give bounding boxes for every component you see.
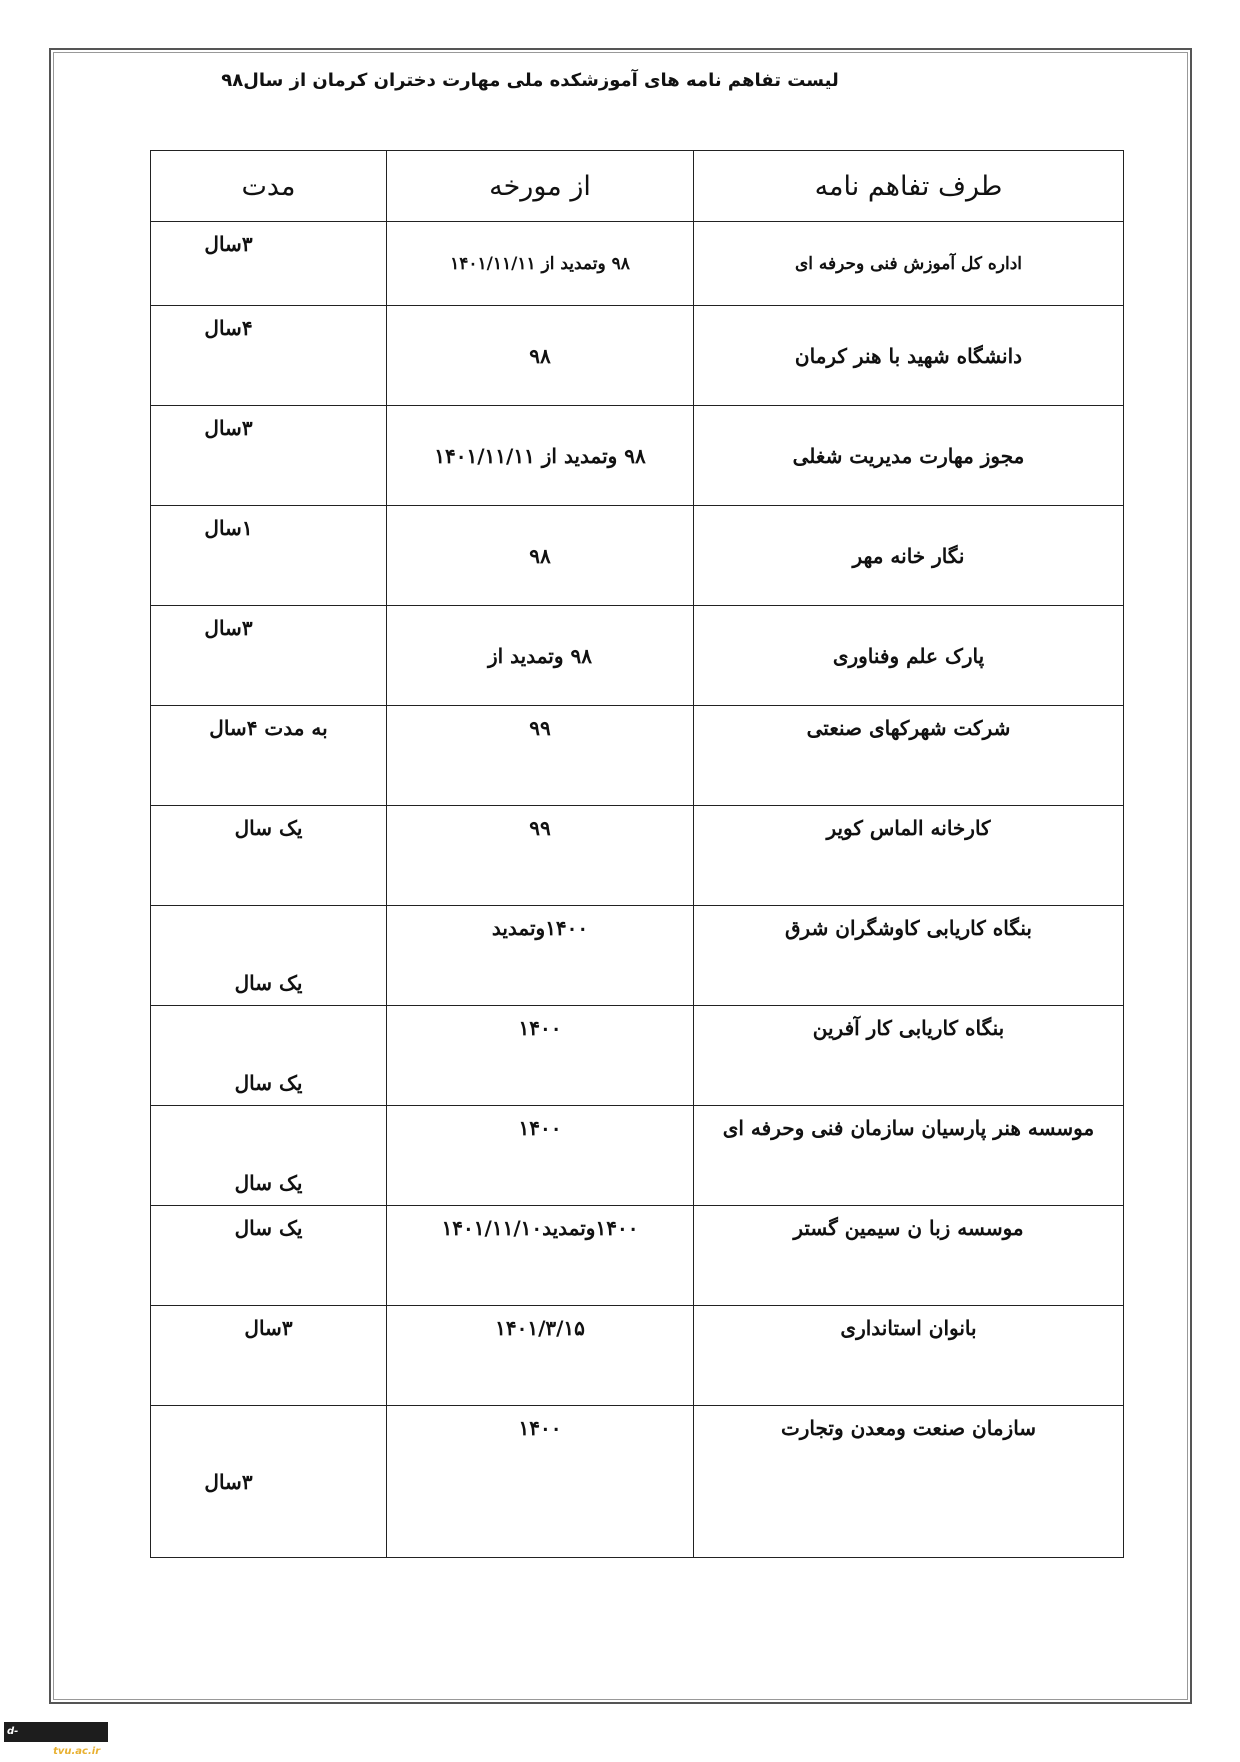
duration-cell: یک سال [151, 806, 387, 906]
date-cell: ۹۹ [387, 806, 694, 906]
table-row [151, 1406, 1124, 1558]
duration-cell: به مدت ۴سال [151, 706, 387, 806]
party-cell: سازمان صنعت ومعدن وتجارت [694, 1406, 1124, 1558]
party-cell: بانوان استانداری [694, 1306, 1124, 1406]
date-cell: ۹۹ [387, 706, 694, 806]
date-cell: ۱۴۰۰وتمدید۱۴۰۱/۱۱/۱۰ [387, 1206, 694, 1306]
date-cell: ۹۸ وتمدید از [387, 606, 694, 706]
duration-cell: ۳سال [151, 406, 387, 506]
table-row [151, 406, 1124, 506]
duration-cell: یک سال [151, 1206, 387, 1306]
party-cell: نگار خانه مهر [694, 506, 1124, 606]
party-cell: بنگاه کاریابی کار آفرین [694, 1006, 1124, 1106]
document-title: لیست تفاهم نامه های آموزشکده ملی مهارت دختران کرمان از سال۹۸ [221, 70, 839, 91]
header-party: طرف تفاهم نامه [694, 151, 1124, 222]
table-row [151, 1206, 1124, 1306]
table-row [151, 1006, 1124, 1106]
party-cell: اداره کل آموزش فنی وحرفه ای [694, 222, 1124, 306]
party-cell: بنگاه کاریابی کاوشگران شرق [694, 906, 1124, 1006]
party-cell: شرکت شهرکهای صنعتی [694, 706, 1124, 806]
duration-cell: ۳سال [151, 606, 387, 706]
party-cell: مجوز مهارت مدیریت شغلی [694, 406, 1124, 506]
date-cell: ۱۴۰۰وتمدید [387, 906, 694, 1006]
table-row [151, 1306, 1124, 1406]
duration-cell: ۳سال [151, 1306, 387, 1406]
date-cell: ۱۴۰۱/۳/۱۵ [387, 1306, 694, 1406]
table-row [151, 606, 1124, 706]
date-cell: ۱۴۰۰ [387, 1406, 694, 1558]
duration-cell: ۳سال [151, 1406, 387, 1558]
duration-cell: یک سال [151, 1106, 387, 1206]
table-row [151, 906, 1124, 1006]
mou-table [150, 150, 1124, 1558]
duration-cell: ۱سال [151, 506, 387, 606]
date-cell: ۹۸ وتمدید از ۱۴۰۱/۱۱/۱۱ [387, 222, 694, 306]
table-row [151, 222, 1124, 306]
header-duration: مدت [151, 151, 387, 222]
date-cell: ۹۸ [387, 306, 694, 406]
date-cell: ۹۸ [387, 506, 694, 606]
duration-cell: ۴سال [151, 306, 387, 406]
header-date: از مورخه [387, 151, 694, 222]
table-row [151, 1106, 1124, 1206]
table-row [151, 806, 1124, 906]
party-cell: موسسه هنر پارسیان سازمان فنی وحرفه ای [694, 1106, 1124, 1206]
date-cell: ۱۴۰۰ [387, 1106, 694, 1206]
table-row [151, 506, 1124, 606]
site-logo: d-kerman.tvu.ac.ir [4, 1722, 108, 1742]
table-row [151, 706, 1124, 806]
party-cell: کارخانه الماس کویر [694, 806, 1124, 906]
table-row [151, 306, 1124, 406]
date-cell: ۹۸ وتمدید از ۱۴۰۱/۱۱/۱۱ [387, 406, 694, 506]
party-cell: دانشگاه شهید با هنر کرمان [694, 306, 1124, 406]
duration-cell: یک سال [151, 906, 387, 1006]
table-header-row [151, 151, 1124, 222]
party-cell: موسسه زبا ن سیمین گستر [694, 1206, 1124, 1306]
date-cell: ۱۴۰۰ [387, 1006, 694, 1106]
duration-cell: ۳سال [151, 222, 387, 306]
party-cell: پارک علم وفناوری [694, 606, 1124, 706]
duration-cell: یک سال [151, 1006, 387, 1106]
